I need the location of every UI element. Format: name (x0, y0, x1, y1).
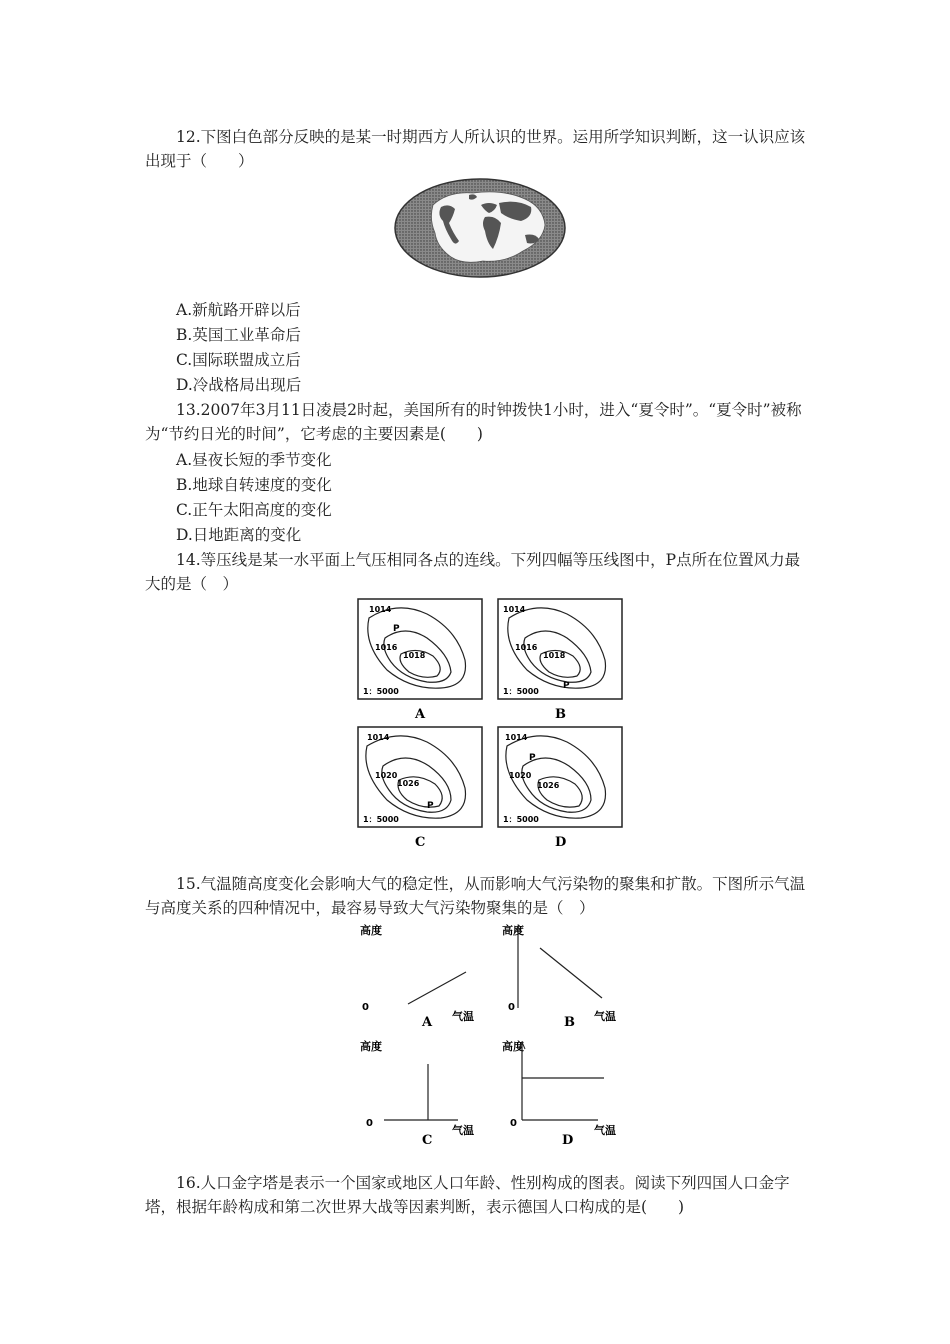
q12-option-c: C.国际联盟成立后 (176, 351, 301, 369)
q14-stem: 14.等压线是某一水平面上气压相同各点的连线。下列四幅等压线图中，P点所在位置风力最大的是（ ） (145, 551, 801, 593)
q13-option-a: A.昼夜长短的季节变化 (176, 451, 332, 469)
isobar-map-c (357, 726, 485, 850)
graph-b-label: B (564, 1015, 575, 1030)
graph-d-label: D (562, 1133, 574, 1148)
q13-option-c: C.正午太阳高度的变化 (176, 501, 332, 519)
q12-option-a: A.新航路开辟以后 (176, 301, 301, 319)
q13-option-b: B.地球自转速度的变化 (176, 476, 332, 494)
temp-height-graph-c (358, 1038, 488, 1150)
map-b-inner-isobar: 1018 (543, 651, 566, 660)
q12-option-b: B.英国工业革命后 (176, 326, 301, 344)
isobar-map-b (497, 598, 625, 722)
map-c-scale: 1：5000 (363, 815, 399, 824)
map-b-point-p: P (563, 681, 570, 691)
graph-c-origin: 0 (366, 1118, 373, 1129)
map-c-inner-isobar: 1026 (397, 779, 420, 788)
map-a-point-p: P (393, 624, 400, 634)
graph-d-y-axis-label: 高度 (502, 1040, 524, 1053)
graph-c-x-axis-label: 气温 (452, 1124, 474, 1137)
map-a-middle-isobar: 1016 (375, 643, 398, 652)
map-d-label: D (555, 835, 567, 850)
map-d-inner-isobar: 1026 (537, 781, 560, 790)
map-c-middle-isobar: 1020 (375, 771, 398, 780)
q13-stem: 13.2007年3月11日凌晨2时起，美国所有的时钟拨快1小时，进入“夏令时”。“夏令时”被称为“节约日光的时间”，它考虑的主要因素是( ) (145, 401, 802, 443)
graph-a-origin: 0 (362, 1002, 369, 1013)
map-a-label: A (415, 707, 426, 722)
map-b-middle-isobar: 1016 (515, 643, 538, 652)
map-d-point-p: P (529, 753, 536, 763)
map-d-outer-isobar: 1014 (505, 733, 528, 742)
world-map-figure (393, 177, 567, 279)
map-a-outer-isobar: 1014 (369, 605, 392, 614)
temp-height-graph-d (500, 1038, 630, 1150)
map-b-scale: 1：5000 (503, 687, 539, 696)
map-d-scale: 1：5000 (503, 815, 539, 824)
graph-a-y-axis-label: 高度 (360, 924, 382, 937)
map-d-middle-isobar: 1020 (509, 771, 532, 780)
map-a-inner-isobar: 1018 (403, 651, 426, 660)
temp-height-graph-a (358, 922, 488, 1034)
graph-c-y-axis-label: 高度 (360, 1040, 382, 1053)
temp-height-graph-b (500, 922, 630, 1034)
graph-a-label: A (422, 1015, 433, 1030)
graph-c-label: C (422, 1133, 433, 1148)
q13-option-d: D.日地距离的变化 (176, 526, 302, 544)
map-c-label: C (415, 835, 426, 850)
graph-d-x-axis-label: 气温 (594, 1124, 616, 1137)
map-b-label: B (555, 707, 566, 722)
map-b-outer-isobar: 1014 (503, 605, 526, 614)
map-c-outer-isobar: 1014 (367, 733, 390, 742)
q15-stem: 15.气温随高度变化会影响大气的稳定性，从而影响大气污染物的聚集和扩散。下图所示气温与高度关系的四种情况中，最容易导致大气污染物聚集的是（ ） (145, 875, 806, 917)
graph-b-x-axis-label: 气温 (594, 1010, 616, 1023)
graph-d-origin: 0 (510, 1118, 517, 1129)
map-c-point-p: P (427, 801, 434, 811)
graph-b-origin: 0 (508, 1002, 515, 1013)
q12-option-d: D.冷战格局出现后 (176, 376, 302, 394)
map-a-scale: 1：5000 (363, 687, 399, 696)
isobar-map-a (357, 598, 485, 722)
q12-stem: 12.下图白色部分反映的是某一时期西方人所认识的世界。运用所学知识判断，这一认识应该出现于（ ） (145, 128, 806, 170)
graph-a-x-axis-label: 气温 (452, 1010, 474, 1023)
graph-b-y-axis-label: 高度 (502, 924, 524, 937)
q16-stem: 16.人口金字塔是表示一个国家或地区人口年龄、性别构成的图表。阅读下列四国人口金字塔，根据年龄构成和第二次世界大战等因素判断，表示德国人口构成的是( ) (145, 1174, 790, 1216)
isobar-map-d (497, 726, 625, 850)
